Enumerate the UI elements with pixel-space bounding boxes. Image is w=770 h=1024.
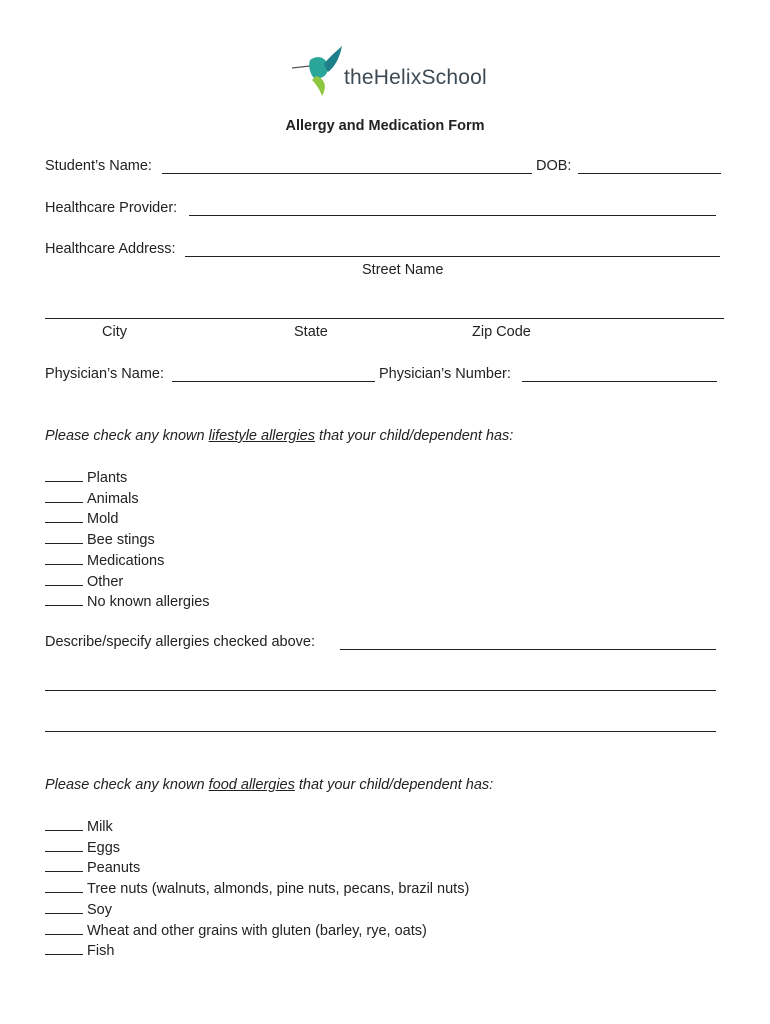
list-item <box>45 921 469 942</box>
checkbox-blank[interactable] <box>45 871 83 872</box>
food-prompt <box>45 777 493 793</box>
lifestyle-list <box>45 468 210 613</box>
item-label: Plants <box>87 470 128 486</box>
describe-field-2[interactable] <box>45 690 716 691</box>
checkbox-blank[interactable] <box>45 522 83 523</box>
item-label: Eggs <box>87 839 121 856</box>
item-label: Other <box>87 573 124 590</box>
checkbox-blank[interactable] <box>45 502 83 503</box>
checkbox-blank[interactable] <box>45 605 83 606</box>
hummingbird-icon <box>290 44 346 100</box>
healthcare-address-label: Healthcare Address: <box>45 241 176 257</box>
zip-caption: Zip Code <box>472 324 531 340</box>
list-item <box>45 572 210 593</box>
item-label: Animals <box>87 490 139 507</box>
list-item <box>45 858 469 879</box>
lifestyle-prompt-after: that your child/dependent has: <box>315 428 514 444</box>
list-item <box>45 551 210 572</box>
list-item <box>45 817 469 838</box>
list-item <box>45 468 210 489</box>
checkbox-blank[interactable] <box>45 830 83 831</box>
list-item <box>45 838 469 859</box>
physician-number-label: Physician’s Number: <box>379 366 511 382</box>
dob-label: DOB: <box>536 158 572 174</box>
checkbox-blank[interactable] <box>45 892 83 893</box>
city-state-zip-field[interactable] <box>45 318 724 319</box>
item-label: Tree nuts (walnuts, almonds, pine nuts, pecans, brazil nuts) <box>87 881 470 898</box>
food-prompt-after: that your child/dependent has: <box>294 777 494 793</box>
food-prompt-before: Please check any known <box>45 777 209 793</box>
food-prompt-link: food allergies <box>208 777 295 793</box>
lifestyle-prompt-link: lifestyle allergies <box>208 428 316 444</box>
student-name-label: Student’s Name: <box>45 158 152 174</box>
student-name-field[interactable] <box>162 173 532 174</box>
lifestyle-prompt <box>45 428 513 444</box>
list-item <box>45 941 469 962</box>
physician-name-field[interactable] <box>172 381 375 382</box>
list-item <box>45 900 469 921</box>
healthcare-provider-label: Healthcare Provider: <box>45 200 178 216</box>
checkbox-blank[interactable] <box>45 543 83 544</box>
item-label: Medications <box>87 552 165 569</box>
describe-field-3[interactable] <box>45 731 716 732</box>
item-label: Mold <box>87 511 119 528</box>
checkbox-blank[interactable] <box>45 585 83 586</box>
item-label: Peanuts <box>87 860 141 877</box>
item-label: Bee stings <box>87 532 155 549</box>
checkbox-blank[interactable] <box>45 564 83 565</box>
healthcare-provider-field[interactable] <box>189 215 716 216</box>
list-item <box>45 592 210 613</box>
item-label: Fish <box>87 943 115 960</box>
checkbox-blank[interactable] <box>45 851 83 852</box>
list-item <box>45 509 210 530</box>
checkbox-blank[interactable] <box>45 954 83 955</box>
checkbox-blank[interactable] <box>45 481 83 482</box>
item-label: No known allergies <box>87 594 210 611</box>
describe-field-1[interactable] <box>340 649 716 650</box>
street-name-caption: Street Name <box>362 262 444 278</box>
checkbox-blank[interactable] <box>45 913 83 914</box>
food-list <box>45 817 469 962</box>
list-item <box>45 530 210 551</box>
list-item <box>45 879 469 900</box>
item-label: Wheat and other grains with gluten (barley, rye, oats) <box>87 922 427 939</box>
city-caption: City <box>102 324 127 340</box>
state-caption: State <box>294 324 328 340</box>
describe-label: Describe/specify allergies checked above: <box>45 634 315 650</box>
lifestyle-prompt-before: Please check any known <box>45 428 209 444</box>
list-item <box>45 489 210 510</box>
logo-text: theHelixSchool <box>344 66 487 89</box>
logo <box>290 44 490 100</box>
form-title: Allergy and Medication Form <box>285 118 485 134</box>
checkbox-blank[interactable] <box>45 934 83 935</box>
dob-field[interactable] <box>578 173 721 174</box>
physician-number-field[interactable] <box>522 381 717 382</box>
physician-name-label: Physician’s Name: <box>45 366 165 382</box>
item-label: Milk <box>87 819 113 835</box>
healthcare-address-field[interactable] <box>185 256 720 257</box>
item-label: Soy <box>87 901 112 918</box>
